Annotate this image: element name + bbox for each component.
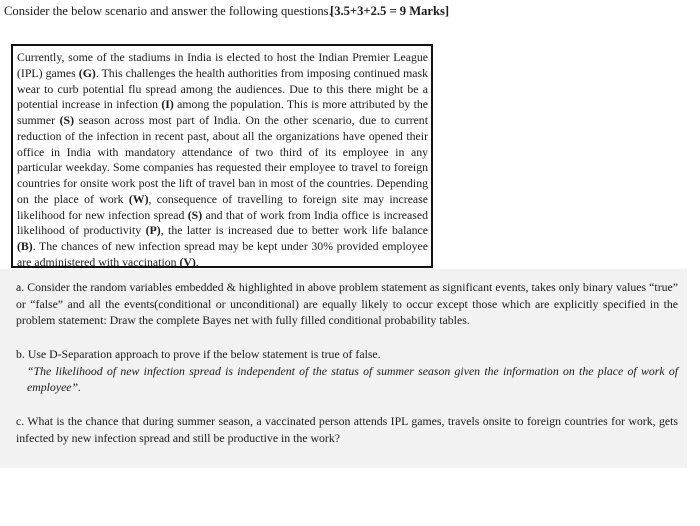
scenario-box <box>11 44 433 268</box>
var-p: (P) <box>145 223 161 238</box>
var-s: (S) <box>187 207 203 222</box>
instruction-text: Consider the below scenario and answer the following questions. <box>4 4 332 18</box>
question-a <box>16 279 678 329</box>
question-b <box>16 346 678 396</box>
var-g: (G) <box>78 65 96 80</box>
scenario-text: , the latter is increased due to better work life balance <box>160 223 428 238</box>
question-quote: “The likelihood of new infection spread is independent of the status of summer season given the information on the place of work of employee”. <box>27 363 678 394</box>
scenario-text: . The chances of new infection spread may be kept under 30% provided employee are administered with vaccination <box>17 239 428 269</box>
header <box>4 3 694 19</box>
question-label: b. <box>16 347 25 361</box>
scenario-text: . <box>195 254 199 269</box>
var-v: (V) <box>179 254 196 269</box>
question-c <box>16 413 678 446</box>
marks-label: [3.5+3+2.5 = 9 Marks] <box>330 4 450 18</box>
scenario-text: . This challenges the health authorities from imposing continued mask wear to curb potential flu spread among the audiences. Due to this there might be a potential increase in infection <box>17 65 428 112</box>
var-w: (W) <box>128 191 149 206</box>
scenario-text: Currently, some of the stadiums in India is elected to host the Indian Premier League (IPL) games <box>17 50 428 80</box>
question-label: a. <box>16 280 25 294</box>
question-text: What is the chance that during summer season, a vaccinated person attends IPL games, travels onsite to foreign countries for work, gets infected by new infection spread and still be productive in the work? <box>16 414 678 445</box>
var-i: (I) <box>161 97 174 112</box>
question-text: Use D-Separation approach to prove if the below statement is true of false. <box>27 347 381 361</box>
question-label: c. <box>16 414 25 428</box>
questions-panel <box>0 269 687 468</box>
var-s: (S) <box>59 113 75 127</box>
var-b: (B) <box>17 239 33 253</box>
question-text: Consider the random variables embedded & highlighted in above problem statement as significant events, takes only binary values “true” or “false” and all the events(conditional or unconditional) are equally likely to occur except those which are explicitly specified in the problem statement: Draw the complete Bayes net with fully filled conditional probability tables. <box>16 280 678 327</box>
scenario-text: , consequence of travelling to foreign site may increase likelihood for new infection spread <box>17 191 428 222</box>
scenario-text: among the population. This is more attributed by the summer <box>17 97 428 127</box>
scenario-text: season across most part of India. On the other scenario, due to current reduction of the infection in recent past, about all the organizations have opened their office in India with mandatory attendance of two third of its employee in any particular weekday. Some companies has requested their employee to travel to foreign countries for onsite work post the lift of travel ban in most of the countries. Depending on the place of work <box>17 113 428 206</box>
scenario-text: and that of work from India office is increased likelihood of productivity <box>17 207 428 238</box>
